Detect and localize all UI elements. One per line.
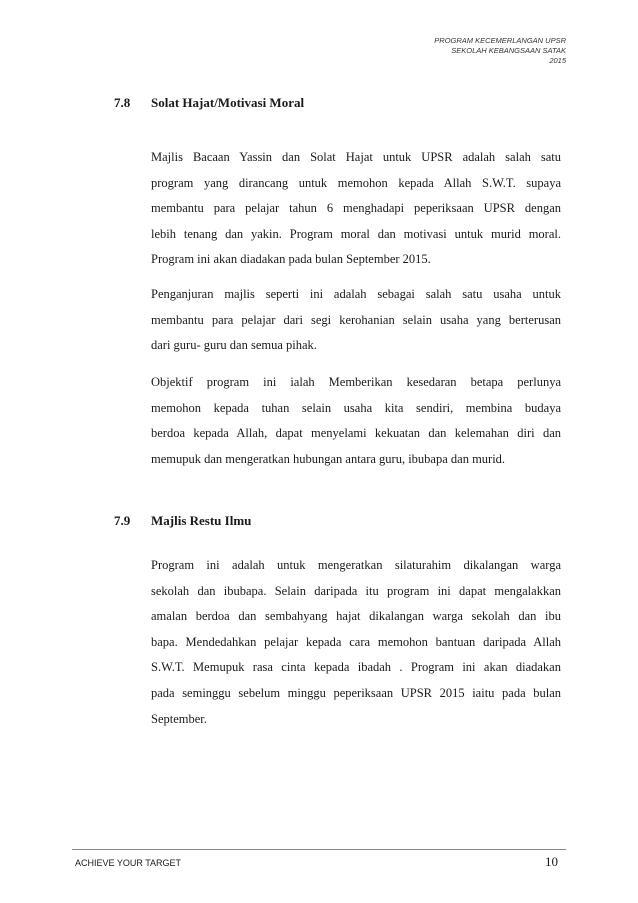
text-line: Program ini adalah untuk mengeratkan silaturahim dikalangan warga (151, 558, 561, 572)
section-title: Majlis Restu Ilmu (151, 513, 252, 528)
text-line: amalan berdoa dan sembahyang hajat dikalangan warga sekolah dan ibu (151, 609, 561, 624)
section-title: Solat Hajat/Motivasi Moral (151, 95, 305, 110)
text-line: Program ini akan diadakan pada bulan September 2015. (151, 252, 431, 267)
section-number: 7.9 (114, 513, 131, 528)
text-line: program yang dirancang untuk memohon kepada Allah S.W.T. supaya (151, 175, 561, 190)
text-line: berdoa kepada Allah, dapat menyelami kekuatan dan kelemahan diri dan (151, 426, 561, 441)
page-number: 10 (545, 854, 558, 869)
section-number: 7.8 (114, 95, 131, 110)
text-line: memupuk dan mengeratkan hubungan antara guru, ibubapa dan murid. (151, 451, 506, 466)
footer-slogan: ACHIEVE YOUR TARGET (75, 858, 182, 868)
running-header (266, 36, 566, 66)
text-line: S.W.T. Memupuk rasa cinta kepada ibadah . Program ini akan diadakan (151, 660, 561, 675)
text-line: lebih tenang dan yakin. Program moral dan motivasi untuk murid moral. (151, 226, 561, 241)
text-line: dari guru- guru dan semua pihak. (151, 338, 317, 353)
header-program: PROGRAM KECEMERLANGAN UPSR (434, 36, 566, 45)
text-line: sekolah dan ibubapa. Selain daripada itu program ini dapat mengalakkan (151, 583, 561, 598)
footer-rule (72, 849, 566, 850)
header-school: SEKOLAH KEBANGSAAN SATAK (451, 46, 566, 55)
text-line: Majlis Bacaan Yassin dan Solat Hajat untuk UPSR adalah salah satu (151, 150, 561, 164)
text-line: bapa. Mendedahkan pelajar kepada cara memohon bantuan daripada Allah (151, 634, 561, 649)
text-line: pada seminggu sebelum minggu peperiksaan UPSR 2015 iaitu pada bulan (151, 685, 561, 700)
paragraph (151, 145, 561, 273)
paragraph (151, 282, 561, 359)
text-line: membantu para pelajar dari segi kerohanian selain usaha yang berterusan (151, 312, 561, 327)
text-line: Objektif program ini ialah Memberikan kesedaran betapa perlunya (151, 375, 561, 389)
text-line: memohon kepada tuhan selain usaha kita sendiri, membina budaya (151, 400, 561, 415)
text-line: Penganjuran majlis seperti ini adalah sebagai salah satu usaha untuk (151, 287, 561, 301)
text-line: September. (151, 711, 207, 726)
text-line: membantu para pelajar tahun 6 menghadapi peperiksaan UPSR dengan (151, 201, 561, 216)
paragraph (151, 370, 561, 472)
paragraph (151, 553, 561, 732)
header-year: 2015 (549, 56, 566, 65)
